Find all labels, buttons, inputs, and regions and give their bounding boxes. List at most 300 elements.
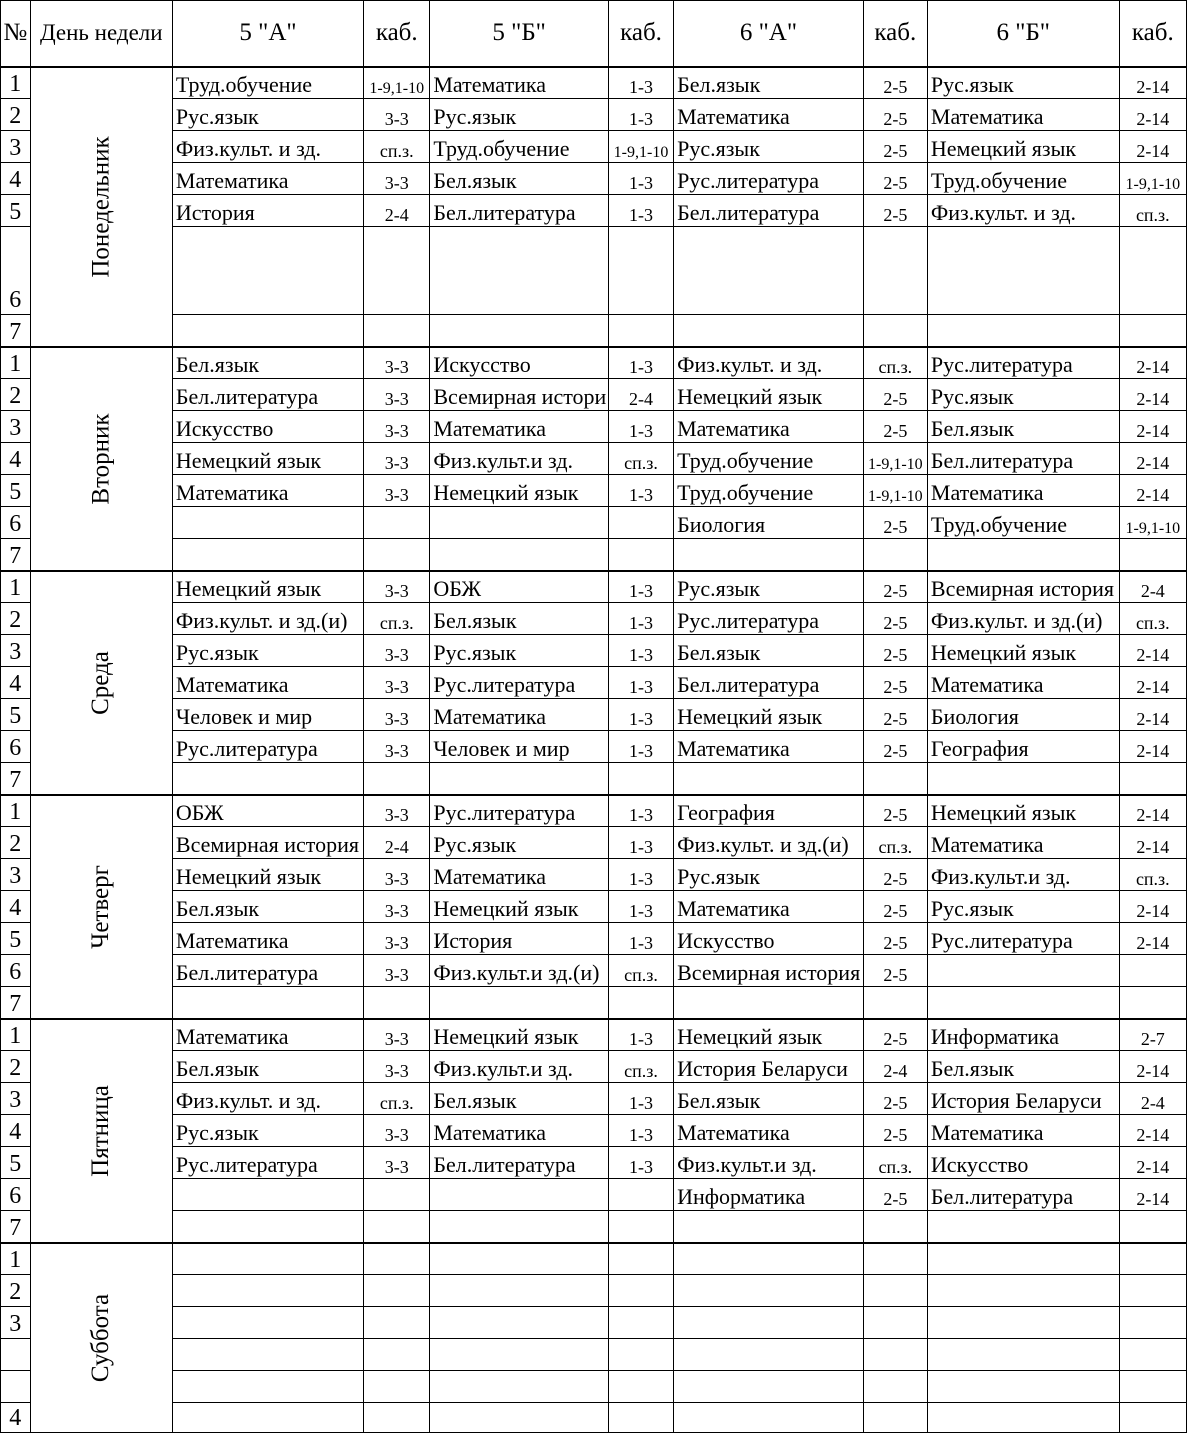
room-cell <box>364 987 430 1019</box>
lesson-number <box>1 1371 31 1403</box>
day-label-cell <box>30 67 172 347</box>
lesson-row <box>1 923 1187 955</box>
lesson-row <box>1 987 1187 1019</box>
subject-cell: Бел.язык <box>927 411 1119 443</box>
subject-cell: История <box>430 923 609 955</box>
lesson-row <box>1 1275 1187 1307</box>
room-cell: 1-3 <box>608 1019 673 1051</box>
subject-cell: Математика <box>927 1115 1119 1147</box>
subject-cell: Рус.литература <box>674 603 864 635</box>
subject-cell <box>927 1211 1119 1243</box>
subject-cell: Информатика <box>674 1179 864 1211</box>
subject-cell: Рус.литература <box>172 731 363 763</box>
subject-cell: Бел.язык <box>927 1051 1119 1083</box>
lesson-row <box>1 539 1187 571</box>
lesson-number: 2 <box>1 1051 31 1083</box>
room-cell: 3-3 <box>364 1115 430 1147</box>
subject-cell <box>927 987 1119 1019</box>
subject-cell: Немецкий язык <box>927 131 1119 163</box>
room-cell <box>863 1243 927 1275</box>
lesson-row <box>1 667 1187 699</box>
room-cell: 1-3 <box>608 667 673 699</box>
room-cell: 1-3 <box>608 163 673 195</box>
subject-cell <box>674 763 864 795</box>
room-cell: 2-4 <box>863 1051 927 1083</box>
subject-cell <box>172 507 363 539</box>
header-room-5a: каб. <box>364 1 430 67</box>
room-cell: 1-3 <box>608 411 673 443</box>
day-label-cell <box>30 347 172 571</box>
day-label-cell <box>30 795 172 1019</box>
subject-cell <box>172 763 363 795</box>
lesson-number: 6 <box>1 507 31 539</box>
subject-cell <box>430 987 609 1019</box>
subject-cell: Труд.обучение <box>927 507 1119 539</box>
room-cell: 1-9,1-10 <box>1119 163 1186 195</box>
subject-cell: Информатика <box>927 1019 1119 1051</box>
lesson-number: 1 <box>1 67 31 99</box>
room-cell <box>863 1339 927 1371</box>
lesson-number: 6 <box>1 227 31 315</box>
subject-cell <box>172 1339 363 1371</box>
room-cell: сп.з. <box>1119 195 1186 227</box>
subject-cell: Бел.литература <box>172 379 363 411</box>
subject-cell: Труд.обучение <box>674 475 864 507</box>
subject-cell <box>172 1211 363 1243</box>
subject-cell <box>172 1243 363 1275</box>
subject-cell: Биология <box>927 699 1119 731</box>
lesson-row <box>1 315 1187 347</box>
room-cell: 3-3 <box>364 443 430 475</box>
subject-cell <box>674 227 864 315</box>
room-cell: 2-4 <box>364 195 430 227</box>
room-cell <box>608 1211 673 1243</box>
room-cell <box>608 763 673 795</box>
subject-cell: Немецкий язык <box>430 475 609 507</box>
room-cell <box>1119 539 1186 571</box>
lesson-row <box>1 67 1187 99</box>
subject-cell <box>430 763 609 795</box>
lesson-number: 4 <box>1 667 31 699</box>
room-cell <box>364 1371 430 1403</box>
lesson-row <box>1 699 1187 731</box>
subject-cell: Искусство <box>430 347 609 379</box>
room-cell <box>1119 1275 1186 1307</box>
subject-cell: Физ.культ. и зд.(и) <box>172 603 363 635</box>
subject-cell <box>674 539 864 571</box>
room-cell: 2-14 <box>1119 1179 1186 1211</box>
lesson-number <box>1 1339 31 1371</box>
lesson-number: 3 <box>1 131 31 163</box>
room-cell: 3-3 <box>364 475 430 507</box>
subject-cell <box>674 315 864 347</box>
room-cell: 2-14 <box>1119 475 1186 507</box>
room-cell: сп.з. <box>863 827 927 859</box>
subject-cell <box>172 1371 363 1403</box>
subject-cell: Труд.обучение <box>674 443 864 475</box>
header-class-5b: 5 "Б" <box>430 1 609 67</box>
subject-cell: Математика <box>430 1115 609 1147</box>
subject-cell <box>674 1307 864 1339</box>
room-cell: 1-9,1-10 <box>1119 507 1186 539</box>
subject-cell: Бел.литература <box>430 195 609 227</box>
subject-cell: Рус.язык <box>674 571 864 603</box>
lesson-row <box>1 475 1187 507</box>
lesson-row <box>1 195 1187 227</box>
subject-cell: Всемирная история <box>674 955 864 987</box>
subject-cell: Бел.язык <box>674 635 864 667</box>
lesson-number: 6 <box>1 1179 31 1211</box>
subject-cell: Математика <box>674 891 864 923</box>
day-name: Четверг <box>87 864 115 949</box>
room-cell: 2-14 <box>1119 667 1186 699</box>
room-cell <box>608 507 673 539</box>
lesson-number: 2 <box>1 1275 31 1307</box>
lesson-row <box>1 507 1187 539</box>
subject-cell: История <box>172 195 363 227</box>
subject-cell: Математика <box>927 667 1119 699</box>
subject-cell: Математика <box>674 1115 864 1147</box>
room-cell <box>608 1371 673 1403</box>
room-cell <box>863 987 927 1019</box>
subject-cell: Физ.культ. и зд. <box>172 1083 363 1115</box>
lesson-number: 2 <box>1 827 31 859</box>
room-cell <box>608 1339 673 1371</box>
room-cell: 2-5 <box>863 859 927 891</box>
subject-cell: Физ.культ. и зд.(и) <box>927 603 1119 635</box>
subject-cell: Всемирная история <box>172 827 363 859</box>
room-cell <box>863 763 927 795</box>
subject-cell <box>927 1275 1119 1307</box>
lesson-number: 1 <box>1 1243 31 1275</box>
room-cell: 2-5 <box>863 1179 927 1211</box>
lesson-row <box>1 379 1187 411</box>
lesson-number: 3 <box>1 859 31 891</box>
room-cell: 3-3 <box>364 859 430 891</box>
lesson-row <box>1 955 1187 987</box>
lesson-row <box>1 99 1187 131</box>
room-cell: сп.з. <box>863 1147 927 1179</box>
room-cell <box>364 1275 430 1307</box>
room-cell: 2-5 <box>863 411 927 443</box>
room-cell: 2-4 <box>1119 1083 1186 1115</box>
lesson-row <box>1 1051 1187 1083</box>
subject-cell: Бел.язык <box>430 1083 609 1115</box>
lesson-row <box>1 827 1187 859</box>
subject-cell: ОБЖ <box>172 795 363 827</box>
room-cell: 2-14 <box>1119 443 1186 475</box>
room-cell: 3-3 <box>364 99 430 131</box>
lesson-number: 7 <box>1 539 31 571</box>
subject-cell <box>927 955 1119 987</box>
room-cell: 3-3 <box>364 347 430 379</box>
lesson-number: 5 <box>1 923 31 955</box>
room-cell: сп.з. <box>1119 859 1186 891</box>
room-cell <box>1119 1307 1186 1339</box>
room-cell: 2-14 <box>1119 923 1186 955</box>
room-cell: сп.з. <box>863 347 927 379</box>
lesson-row <box>1 635 1187 667</box>
lesson-row <box>1 891 1187 923</box>
subject-cell: Искусство <box>927 1147 1119 1179</box>
subject-cell: Физ.культ. и зд. <box>927 195 1119 227</box>
subject-cell: Немецкий язык <box>172 443 363 475</box>
subject-cell: Рус.язык <box>674 131 864 163</box>
room-cell <box>1119 1371 1186 1403</box>
subject-cell: История Беларуси <box>674 1051 864 1083</box>
lesson-number: 2 <box>1 99 31 131</box>
subject-cell: Бел.литература <box>172 955 363 987</box>
room-cell: 1-3 <box>608 859 673 891</box>
lesson-number: 7 <box>1 315 31 347</box>
subject-cell <box>674 1371 864 1403</box>
lesson-number: 1 <box>1 795 31 827</box>
room-cell: 2-14 <box>1119 1051 1186 1083</box>
room-cell: 2-14 <box>1119 827 1186 859</box>
subject-cell: Рус.язык <box>927 891 1119 923</box>
room-cell <box>364 227 430 315</box>
subject-cell <box>172 1275 363 1307</box>
subject-cell: Немецкий язык <box>172 571 363 603</box>
subject-cell: Математика <box>172 475 363 507</box>
lesson-row <box>1 411 1187 443</box>
room-cell <box>1119 227 1186 315</box>
room-cell: 2-14 <box>1119 699 1186 731</box>
room-cell <box>1119 1243 1186 1275</box>
subject-cell <box>927 1243 1119 1275</box>
lesson-row <box>1 1115 1187 1147</box>
lesson-number: 3 <box>1 635 31 667</box>
lesson-number: 4 <box>1 163 31 195</box>
lesson-row <box>1 1083 1187 1115</box>
room-cell: 2-7 <box>1119 1019 1186 1051</box>
subject-cell <box>674 1211 864 1243</box>
room-cell: 2-5 <box>863 731 927 763</box>
room-cell: 2-5 <box>863 1019 927 1051</box>
header-row <box>1 1 1187 67</box>
subject-cell: Рус.литература <box>172 1147 363 1179</box>
room-cell: 1-9,1-10 <box>863 443 927 475</box>
room-cell: сп.з. <box>364 603 430 635</box>
room-cell: 1-3 <box>608 475 673 507</box>
subject-cell: Искусство <box>674 923 864 955</box>
room-cell: 2-14 <box>1119 795 1186 827</box>
lesson-row <box>1 859 1187 891</box>
room-cell <box>608 539 673 571</box>
subject-cell: Труд.обучение <box>927 163 1119 195</box>
subject-cell: Математика <box>927 99 1119 131</box>
room-cell: 1-3 <box>608 571 673 603</box>
subject-cell <box>674 1275 864 1307</box>
subject-cell: Бел.язык <box>172 347 363 379</box>
subject-cell: Физ.культ. и зд. <box>674 347 864 379</box>
subject-cell: Немецкий язык <box>674 1019 864 1051</box>
room-cell <box>863 539 927 571</box>
room-cell: 1-9,1-10 <box>364 67 430 99</box>
subject-cell: Математика <box>927 475 1119 507</box>
subject-cell: Физ.культ.и зд. <box>430 443 609 475</box>
subject-cell: Математика <box>430 859 609 891</box>
subject-cell: Физ.культ.и зд. <box>430 1051 609 1083</box>
subject-cell <box>927 1403 1119 1433</box>
subject-cell: Физ.культ. и зд.(и) <box>674 827 864 859</box>
room-cell <box>364 763 430 795</box>
room-cell <box>364 1403 430 1433</box>
room-cell: 2-14 <box>1119 891 1186 923</box>
room-cell <box>364 315 430 347</box>
subject-cell <box>430 1403 609 1433</box>
room-cell: 3-3 <box>364 1051 430 1083</box>
room-cell: 2-14 <box>1119 67 1186 99</box>
subject-cell: Немецкий язык <box>674 379 864 411</box>
room-cell: 3-3 <box>364 1019 430 1051</box>
subject-cell: Рус.литература <box>927 923 1119 955</box>
lesson-row <box>1 1307 1187 1339</box>
room-cell: 2-14 <box>1119 99 1186 131</box>
lesson-number: 5 <box>1 1147 31 1179</box>
room-cell: 2-14 <box>1119 411 1186 443</box>
subject-cell <box>172 1307 363 1339</box>
room-cell: сп.з. <box>608 443 673 475</box>
room-cell: 1-3 <box>608 1083 673 1115</box>
subject-cell: Рус.язык <box>674 859 864 891</box>
room-cell: 3-3 <box>364 955 430 987</box>
room-cell: 1-3 <box>608 923 673 955</box>
subject-cell: Немецкий язык <box>927 795 1119 827</box>
room-cell: 2-4 <box>608 379 673 411</box>
subject-cell <box>430 1179 609 1211</box>
room-cell: 2-14 <box>1119 1115 1186 1147</box>
room-cell: 3-3 <box>364 635 430 667</box>
subject-cell: Физ.культ.и зд.(и) <box>430 955 609 987</box>
room-cell: 2-5 <box>863 699 927 731</box>
room-cell <box>863 227 927 315</box>
subject-cell <box>430 1307 609 1339</box>
room-cell: 3-3 <box>364 163 430 195</box>
lesson-row <box>1 131 1187 163</box>
subject-cell: Немецкий язык <box>430 891 609 923</box>
room-cell <box>608 1403 673 1433</box>
lesson-row <box>1 1147 1187 1179</box>
room-cell <box>364 1339 430 1371</box>
subject-cell: Физ.культ.и зд. <box>674 1147 864 1179</box>
room-cell: 1-3 <box>608 603 673 635</box>
subject-cell <box>927 763 1119 795</box>
subject-cell: Рус.язык <box>927 67 1119 99</box>
lesson-row <box>1 227 1187 315</box>
lesson-row <box>1 163 1187 195</box>
lesson-row <box>1 1019 1187 1051</box>
subject-cell: Рус.язык <box>430 827 609 859</box>
subject-cell: Физ.культ. и зд. <box>172 131 363 163</box>
lesson-number: 1 <box>1 1019 31 1051</box>
subject-cell: Рус.язык <box>927 379 1119 411</box>
room-cell: 3-3 <box>364 1147 430 1179</box>
room-cell <box>863 1403 927 1433</box>
subject-cell <box>430 1371 609 1403</box>
day-name: Среда <box>87 650 115 715</box>
lesson-number: 7 <box>1 1211 31 1243</box>
lesson-row <box>1 1179 1187 1211</box>
subject-cell <box>430 507 609 539</box>
room-cell: 3-3 <box>364 411 430 443</box>
room-cell <box>608 1179 673 1211</box>
subject-cell: Рус.язык <box>172 99 363 131</box>
subject-cell <box>674 1339 864 1371</box>
subject-cell <box>927 1339 1119 1371</box>
subject-cell: Рус.литература <box>674 163 864 195</box>
subject-cell: Рус.язык <box>430 99 609 131</box>
lesson-row <box>1 603 1187 635</box>
day-name: Вторник <box>87 412 115 505</box>
lesson-number: 2 <box>1 379 31 411</box>
room-cell <box>1119 1403 1186 1433</box>
room-cell: 1-3 <box>608 891 673 923</box>
room-cell <box>1119 1339 1186 1371</box>
room-cell <box>1119 955 1186 987</box>
room-cell: 2-4 <box>364 827 430 859</box>
room-cell <box>1119 763 1186 795</box>
subject-cell: Рус.язык <box>430 635 609 667</box>
lesson-number: 4 <box>1 891 31 923</box>
subject-cell: Бел.литература <box>927 1179 1119 1211</box>
room-cell: 2-5 <box>863 1083 927 1115</box>
room-cell: сп.з. <box>364 131 430 163</box>
subject-cell: Труд.обучение <box>430 131 609 163</box>
room-cell: 2-14 <box>1119 347 1186 379</box>
room-cell: 2-14 <box>1119 731 1186 763</box>
subject-cell: Бел.литература <box>674 195 864 227</box>
subject-cell <box>674 987 864 1019</box>
room-cell <box>364 1179 430 1211</box>
room-cell: 2-5 <box>863 571 927 603</box>
lesson-row <box>1 1339 1187 1371</box>
subject-cell: Рус.литература <box>430 667 609 699</box>
subject-cell <box>172 227 363 315</box>
room-cell: 2-5 <box>863 163 927 195</box>
room-cell: 2-5 <box>863 131 927 163</box>
room-cell <box>863 1307 927 1339</box>
subject-cell <box>927 539 1119 571</box>
subject-cell <box>172 1403 363 1433</box>
room-cell: 1-3 <box>608 99 673 131</box>
day-label-cell <box>30 571 172 795</box>
room-cell <box>863 1275 927 1307</box>
room-cell <box>1119 315 1186 347</box>
header-room-5b: каб. <box>608 1 673 67</box>
room-cell <box>364 1211 430 1243</box>
subject-cell: Бел.язык <box>674 67 864 99</box>
header-class-5a: 5 "А" <box>172 1 363 67</box>
room-cell: 3-3 <box>364 923 430 955</box>
subject-cell: История Беларуси <box>927 1083 1119 1115</box>
subject-cell: ОБЖ <box>430 571 609 603</box>
subject-cell <box>172 315 363 347</box>
subject-cell: Всемирная истори <box>430 379 609 411</box>
subject-cell: Математика <box>172 923 363 955</box>
lesson-row <box>1 731 1187 763</box>
room-cell <box>364 1307 430 1339</box>
subject-cell: Человек и мир <box>430 731 609 763</box>
subject-cell <box>430 1339 609 1371</box>
lesson-row <box>1 571 1187 603</box>
room-cell: 2-5 <box>863 195 927 227</box>
lesson-row <box>1 1371 1187 1403</box>
room-cell: 2-5 <box>863 99 927 131</box>
subject-cell: Немецкий язык <box>927 635 1119 667</box>
room-cell <box>364 539 430 571</box>
subject-cell: Биология <box>674 507 864 539</box>
